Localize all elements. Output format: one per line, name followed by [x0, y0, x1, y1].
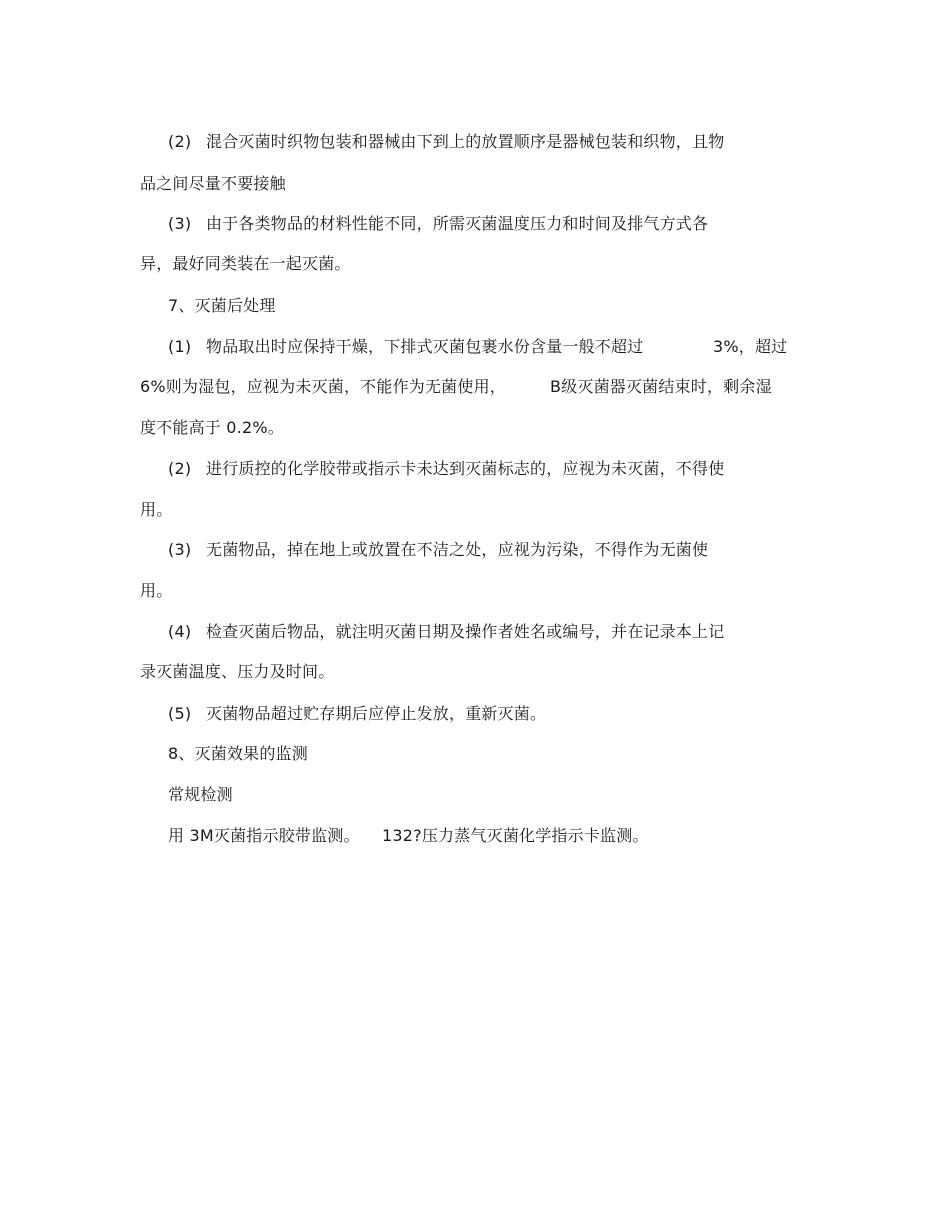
paragraph-text: B级灭菌器灭菌结束时，剩余湿	[550, 377, 772, 396]
subheading-text: 常规检测	[168, 785, 233, 804]
paragraph-text: 用 3M灭菌指示胶带监测。	[168, 826, 360, 845]
item-number: (5)	[168, 704, 192, 723]
paragraph-text: 灭菌物品超过贮存期后应停止发放，重新灭菌。	[206, 704, 547, 723]
paragraph-text: 6%则为湿包，应视为未灭菌，不能作为无菌使用，	[140, 377, 506, 396]
paragraph-text: 3%，超过	[713, 337, 788, 356]
item-number: (3)	[168, 540, 192, 559]
item-number: (2)	[168, 132, 192, 151]
paragraph-text: 无菌物品，掉在地上或放置在不洁之处，应视为污染，不得作为无菌使	[206, 540, 709, 559]
section-heading-text: 7、灭菌后处理	[168, 296, 276, 315]
section-heading-text: 8、灭菌效果的监测	[168, 744, 308, 763]
paragraph-text: 检查灭菌后物品，就注明灭菌日期及操作者姓名或编号，并在记录本上记	[206, 622, 725, 641]
paragraph-text: 进行质控的化学胶带或指示卡未达到灭菌标志的，应视为未灭菌，不得使	[206, 459, 725, 478]
item-number: (1)	[168, 337, 192, 356]
paragraph-text: 录灭菌温度、压力及时间。	[140, 662, 335, 681]
paragraph-text: 用。	[140, 581, 173, 600]
paragraph-text: 度不能高于 0.2%。	[140, 418, 284, 437]
item-number: (2)	[168, 459, 192, 478]
paragraph-text: 用。	[140, 500, 173, 519]
paragraph-text: 混合灭菌时织物包装和器械由下到上的放置顺序是器械包装和织物，且物	[206, 132, 725, 151]
paragraph-text: 品之间尽量不要接触	[140, 174, 286, 193]
paragraph-text: 132?压力蒸气灭菌化学指示卡监测。	[382, 826, 649, 845]
paragraph-text: 由于各类物品的材料性能不同，所需灭菌温度压力和时间及排气方式各	[206, 214, 709, 233]
paragraph-text: 异，最好同类装在一起灭菌。	[140, 254, 351, 273]
item-number: (3)	[168, 214, 192, 233]
paragraph-text: 物品取出时应保持干燥，下排式灭菌包裹水份含量一般不超过	[206, 337, 644, 356]
item-number: (4)	[168, 622, 192, 641]
